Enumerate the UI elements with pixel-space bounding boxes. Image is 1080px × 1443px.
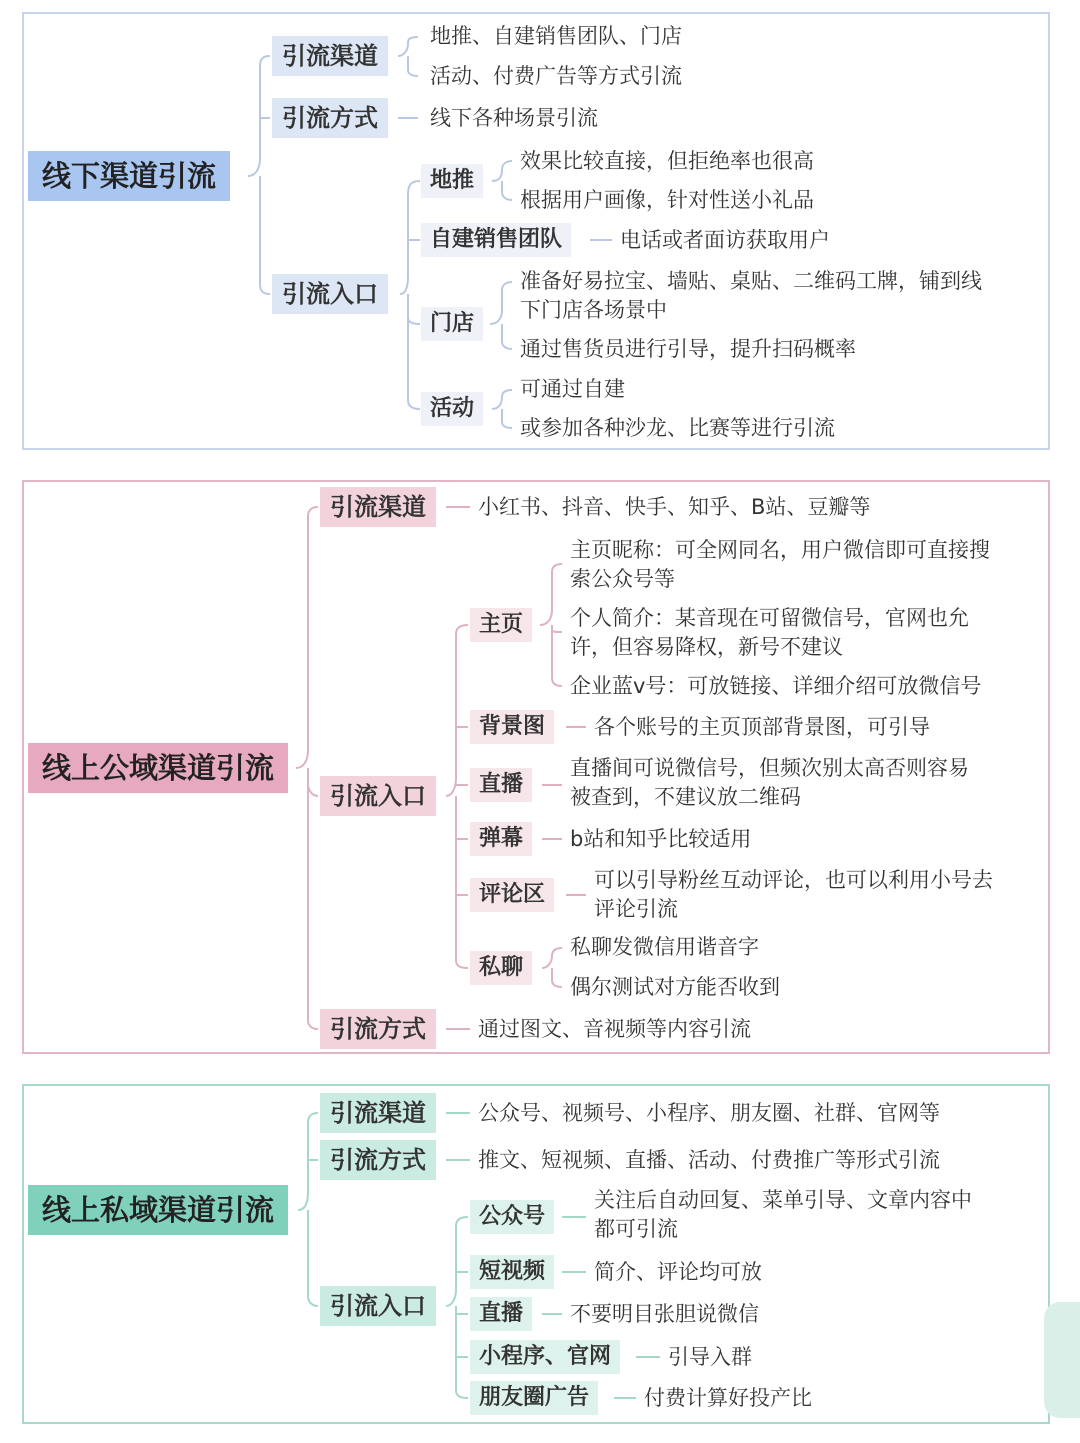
private-oa-item-1: 关注后自动回复、菜单引导、文章内容中 — [594, 1188, 972, 1212]
public-dm-node: 私聊 — [470, 951, 532, 985]
private-method-node: 引流方式 — [320, 1140, 436, 1180]
public-comment-node: 评论区 — [470, 878, 554, 912]
public-live-item-2: 被查到，不建议放二维码 — [570, 785, 801, 809]
public-home-node: 主页 — [470, 608, 532, 642]
public-root-node: 线上公域渠道引流 — [28, 743, 288, 793]
private-live-text: 不要明目张胆说微信 — [570, 1302, 759, 1326]
public-home-item-5: 企业蓝v号：可放链接、详细介绍可放微信号 — [570, 674, 982, 698]
public-entry-node: 引流入口 — [320, 776, 436, 816]
public-home-item-2: 索公众号等 — [570, 567, 675, 591]
offline-ground-node: 地推 — [421, 164, 483, 198]
public-method-node: 引流方式 — [320, 1009, 436, 1049]
public-dm-item-1: 私聊发微信用谐音字 — [570, 935, 759, 959]
private-root-node: 线上私域渠道引流 — [28, 1185, 288, 1235]
public-live-node: 直播 — [470, 768, 532, 802]
offline-event-item-2: 或参加各种沙龙、比赛等进行引流 — [520, 416, 835, 440]
public-channels-node: 引流渠道 — [320, 487, 436, 527]
offline-event-node: 活动 — [421, 392, 483, 426]
offline-store-node: 门店 — [421, 307, 483, 341]
offline-entry-node: 引流入口 — [272, 274, 388, 314]
offline-method-node: 引流方式 — [272, 98, 388, 138]
public-bg-text: 各个账号的主页顶部背景图，可引导 — [594, 715, 930, 739]
offline-store-item-1: 准备好易拉宝、墙贴、桌贴、二维码工牌，铺到线 — [520, 269, 982, 293]
public-channels-text: 小红书、抖音、快手、知乎、B站、豆瓣等 — [478, 495, 871, 519]
public-comment-item-1: 可以引导粉丝互动评论，也可以利用小号去 — [594, 868, 993, 892]
offline-team-node: 自建销售团队 — [421, 223, 571, 257]
private-mini-text: 引导入群 — [668, 1345, 752, 1369]
private-oa-item-2: 都可引流 — [594, 1217, 678, 1241]
offline-team-text: 电话或者面访获取用户 — [620, 228, 830, 252]
private-video-node: 短视频 — [470, 1255, 554, 1289]
public-danmu-text: b站和知乎比较适用 — [570, 827, 752, 851]
private-channels-text: 公众号、视频号、小程序、朋友圈、社群、官网等 — [478, 1101, 940, 1125]
public-bg-node: 背景图 — [470, 710, 554, 744]
private-channels-node: 引流渠道 — [320, 1093, 436, 1133]
public-home-item-1: 主页昵称：可全网同名，用户微信即可直接搜 — [570, 538, 990, 562]
offline-ground-item-1: 效果比较直接，但拒绝率也很高 — [520, 149, 814, 173]
private-mini-node: 小程序、官网 — [470, 1340, 620, 1374]
offline-store-item-3: 通过售货员进行引导，提升扫码概率 — [520, 337, 856, 361]
private-live-node: 直播 — [470, 1297, 532, 1331]
corner-decoration — [1044, 1302, 1080, 1418]
offline-event-item-1: 可通过自建 — [520, 377, 625, 401]
private-method-text: 推文、短视频、直播、活动、付费推广等形式引流 — [478, 1148, 940, 1172]
public-comment-item-2: 评论引流 — [594, 897, 678, 921]
private-moments-text: 付费计算好投产比 — [644, 1386, 812, 1410]
offline-method-text: 线下各种场景引流 — [430, 106, 598, 130]
offline-store-item-2: 下门店各场景中 — [520, 298, 667, 322]
offline-channels-node: 引流渠道 — [272, 36, 388, 76]
offline-ground-item-2: 根据用户画像，针对性送小礼品 — [520, 188, 814, 212]
public-method-text: 通过图文、音视频等内容引流 — [478, 1017, 751, 1041]
offline-channels-item-2: 活动、付费广告等方式引流 — [430, 64, 682, 88]
public-dm-item-2: 偶尔测试对方能否收到 — [570, 975, 780, 999]
private-oa-node: 公众号 — [470, 1200, 554, 1234]
offline-channels-item-1: 地推、自建销售团队、门店 — [430, 24, 682, 48]
public-home-item-3: 个人简介：某音现在可留微信号，官网也允 — [570, 606, 969, 630]
private-entry-node: 引流入口 — [320, 1286, 436, 1326]
private-moments-node: 朋友圈广告 — [470, 1381, 598, 1415]
public-danmu-node: 弹幕 — [470, 822, 532, 856]
private-video-text: 简介、评论均可放 — [594, 1260, 762, 1284]
public-live-item-1: 直播间可说微信号，但频次别太高否则容易 — [570, 756, 969, 780]
public-home-item-4: 许，但容易降权，新号不建议 — [570, 635, 843, 659]
offline-root-node: 线下渠道引流 — [28, 151, 230, 201]
